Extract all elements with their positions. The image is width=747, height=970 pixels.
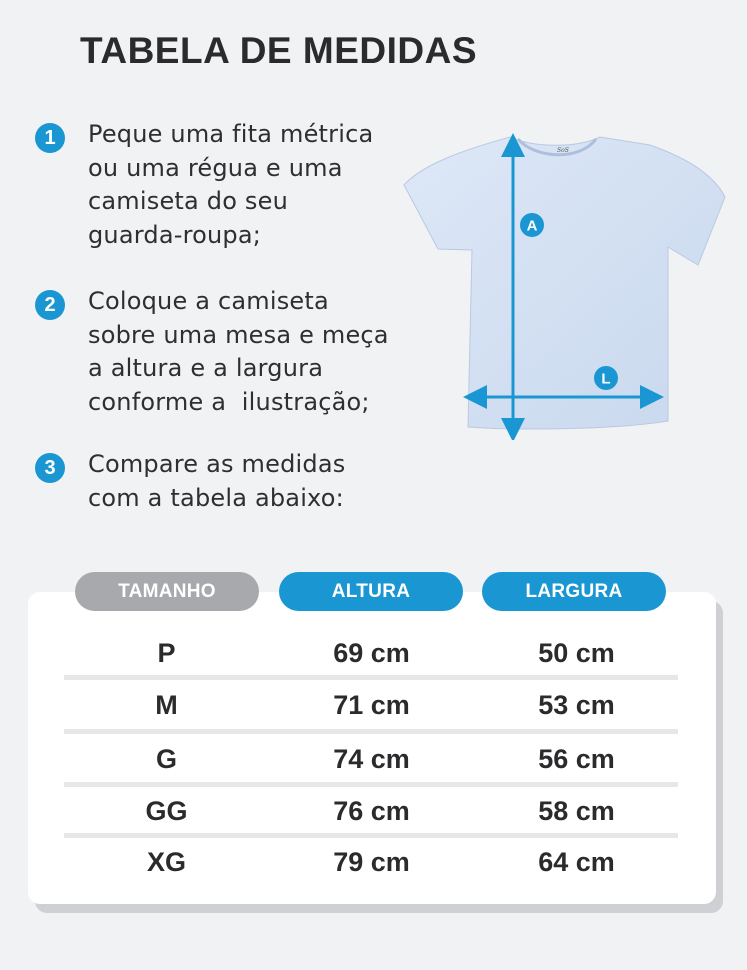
- step-2: [35, 285, 389, 419]
- tshirt-icon: [400, 125, 735, 440]
- table-row: [64, 734, 678, 784]
- page-title: TABELA DE MEDIDAS: [80, 30, 477, 71]
- width-cell: 53 cm: [538, 689, 615, 720]
- header-largura: LARGURA: [482, 572, 666, 611]
- height-cell: 79 cm: [333, 846, 410, 877]
- width-cell: 50 cm: [538, 637, 615, 668]
- width-cell: 64 cm: [538, 846, 615, 877]
- size-cell: XG: [146, 846, 186, 877]
- step-text-line: Peque uma fita métrica: [88, 120, 374, 148]
- tshirt-illustration: [400, 125, 735, 440]
- height-marker: A: [526, 217, 538, 235]
- size-cell: G: [155, 743, 177, 774]
- width-marker: L: [601, 370, 611, 388]
- step-number-badge: 3: [35, 453, 65, 483]
- step-text-line: Coloque a camiseta: [88, 287, 329, 315]
- step-text-line: sobre uma mesa e meça: [88, 320, 389, 349]
- height-cell: 71 cm: [333, 689, 410, 720]
- step-1: [35, 118, 373, 252]
- table-row: [64, 680, 678, 730]
- table-row: [64, 837, 678, 887]
- header-tamanho: TAMANHO: [75, 572, 259, 611]
- step-3: [35, 448, 345, 515]
- table-row: [64, 628, 678, 678]
- height-cell: 69 cm: [333, 637, 410, 668]
- step-text: [88, 118, 373, 252]
- size-cell: M: [155, 689, 178, 720]
- height-cell: 76 cm: [333, 795, 410, 826]
- size-cell: GG: [145, 795, 188, 826]
- height-cell: 74 cm: [333, 743, 410, 774]
- step-text: [88, 448, 345, 515]
- step-text-line: a altura e a largura: [88, 354, 324, 382]
- step-number-badge: 1: [35, 123, 65, 153]
- width-cell: 56 cm: [538, 743, 615, 774]
- step-text-line: com a tabela abaixo:: [88, 483, 344, 512]
- header-altura: ALTURA: [279, 572, 463, 611]
- step-number-badge: 2: [35, 290, 65, 320]
- step-text-line: guarda-roupa;: [88, 220, 262, 249]
- step-text-line: conforme a ilustração;: [88, 387, 370, 416]
- size-cell: P: [157, 637, 176, 668]
- table-row: [64, 786, 678, 836]
- width-cell: 58 cm: [538, 795, 615, 826]
- step-text-line: Compare as medidas: [88, 450, 346, 478]
- step-text-line: camiseta do seu: [88, 187, 288, 215]
- step-text: [88, 285, 389, 419]
- svg-text:SoS: SoS: [557, 147, 569, 154]
- step-text-line: ou uma régua e uma: [88, 153, 343, 182]
